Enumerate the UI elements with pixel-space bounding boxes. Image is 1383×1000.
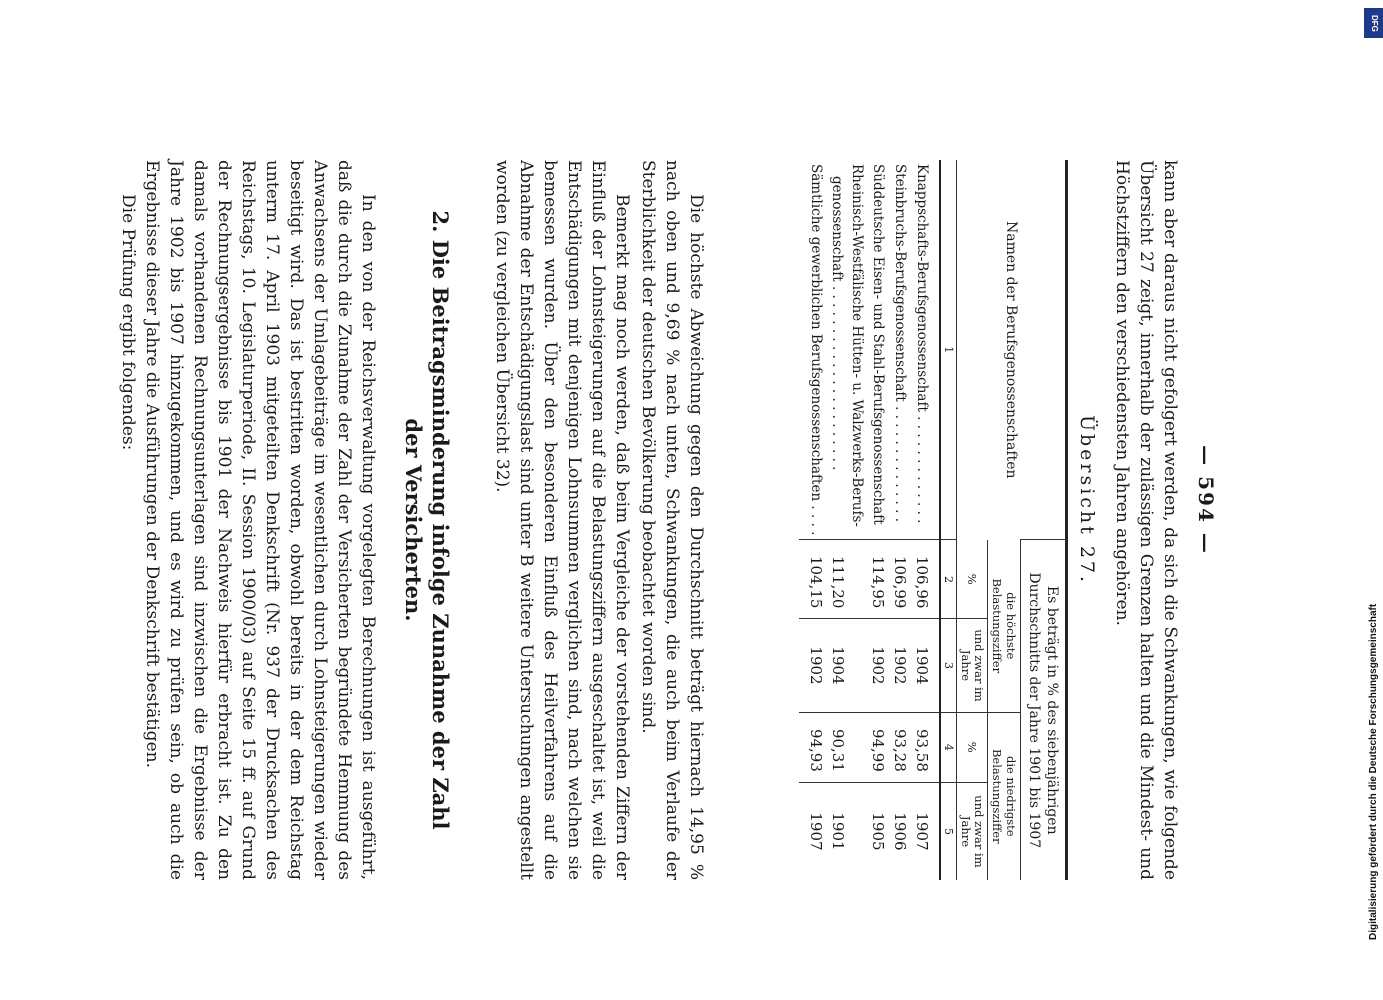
lowest-value: 93,58 [911, 712, 940, 782]
highest-value: 104,15 [799, 540, 827, 619]
paragraph-calculation: In den von der Reichsverwaltung vorgelegten Berechnungen ist ausgeführt, daß die durch die Zunahme der Zahl der Versicherten begründete Hemmung des Anwachsens der Umlagebeiträge im wesentlichen durch Lohnsteigerungen wieder beseitigt wird. Das ist bestritten worden, obwohl bereits in der dem Reichstag unterm 17. April 1903 mitgeteilten Denkschrift (Nr. 937 der Drucksachen des Reichstags, 10. Legislaturperiode, II. Session 1900/03) auf Seite 15 ff. auf Grund der Rechnungsergebnisse bis 1901 der Nachweis hierfür erbracht ist. Zu den damals vorhandenen Rechnungsunterlagen sind inzwischen die Ergebnisse der Jahre 1902 bis 1907 hinzugekommen, und es wird zu prüfen sein, ob auch die Ergebnisse dieser Jahre die Ausführungen der Denkschrift bestätigen. [142, 160, 378, 880]
row-name: Steinbruchs-Berufsgenossenschaft . . . . . . . . . . . . . . [892, 164, 908, 522]
dfg-logo: DFG [1364, 8, 1383, 38]
table-row [889, 160, 911, 880]
year-header: und zwar im Jahre [957, 619, 988, 712]
table-row [799, 160, 827, 880]
row-name: Süddeutsche Eisen- und Stahl-Berufsgenossenschaft [870, 164, 886, 525]
paragraph-remark: Bemerkt mag noch werden, daß beim Vergleiche der vorstehenden Ziffern der Einfluß der Lohnsteigerungen auf die Belastungsziffern ausgeschaltet ist, weil die Entschädigungen mit denjenigen Lohnsummen verglichen sind, nach welchen sie bemessen wurden. Über den besonderen Einfluß des Heilverfahrens auf die Abnahme der Entschädigungslast sind unter B weitere Untersuchungen angestellt worden (zu vergleichen Übersicht 32). [492, 160, 632, 880]
row-name: Rheinisch-Westfälische Hütten- u. Walzwerks-Berufs- [849, 164, 865, 527]
column-number-row [940, 160, 957, 880]
lowest-year: 1905 [867, 782, 889, 880]
column-number: 5 [940, 782, 957, 880]
lowest-value: 94,99 [867, 712, 889, 782]
highest-value: 106,96 [911, 540, 940, 619]
highest-value: 111,20 [827, 540, 867, 619]
highest-year: 1902 [889, 619, 911, 712]
table-row [911, 160, 940, 880]
highest-year: 1902 [799, 619, 827, 712]
highest-header: die höchste Belastungsziffer [988, 540, 1021, 712]
table-row [867, 160, 889, 880]
column-number: 1 [940, 160, 957, 540]
column-number: 3 [940, 619, 957, 712]
lowest-year: 1906 [889, 782, 911, 880]
lowest-value: 94,93 [799, 712, 827, 782]
lowest-value: 93,28 [889, 712, 911, 782]
row-name: Sämtliche gewerblichen Berufsgenossenschaften . . . . [808, 164, 824, 536]
intro-text: kann aber daraus nicht gefolgert werden, da sich die Schwankungen, wie folgende Übersicht 27 zeigt, innerhalb der zulässigen Grenzen halten und die Mindest- und Höchstziffern den verschiedensten Jahren angehören. [1112, 160, 1180, 880]
name-header: Namen der Berufsgenossenschaften [957, 160, 1067, 540]
highest-value: 114,95 [867, 540, 889, 619]
row-name: Knappschafts-Berufsgenossenschaft . . . . . . . . . . . . . [914, 164, 930, 524]
credit-text: Digitalisierung gefördert durch die Deutsche Forschungsgemeinschaft [1368, 603, 1379, 940]
section-body [116, 160, 380, 880]
table-title: Übersicht 27. [1076, 414, 1098, 586]
year-header: und zwar im Jahre [957, 782, 988, 880]
percent-header: % [965, 573, 980, 585]
paragraph-deviation: Die höchste Abweichung gegen den Durchschnitt beträgt hiernach 14,95 % nach oben und 9,69 % nach unten, Schwankungen, die auch beim Verlaufe der Sterblichkeit der deutschen Bevölkerung beobachtet worden sind. [638, 160, 706, 880]
paragraph-result: Die Prüfung ergibt folgendes: [118, 194, 138, 451]
body-text [490, 160, 708, 880]
digitization-credit [1360, 60, 1383, 940]
highest-year: 1904 [911, 619, 940, 712]
section-heading: 2. Die Beitragsminderung infolge Zunahme der Zahl der Versicherten. [401, 210, 453, 830]
lowest-year: 1907 [911, 782, 940, 880]
column-number: 4 [940, 712, 957, 782]
table-container [799, 160, 1068, 880]
lowest-year: 1907 [799, 782, 827, 880]
percent-header: % [957, 712, 988, 782]
lowest-year: 1901 [827, 782, 867, 880]
intro-paragraph [1110, 160, 1182, 880]
group-header: Es beträgt in % des siebenjährigen Durchschnitts der Jahre 1901 bis 1907 [1021, 540, 1067, 880]
highest-year: 1902 [867, 619, 889, 712]
highest-value: 106,99 [889, 540, 911, 619]
lowest-value: 90,31 [827, 712, 867, 782]
overview-table [799, 160, 1068, 880]
table-row [847, 160, 867, 880]
row-name-continuation: genossenschaft . . . . . . . . . . . . . . . . . . . . . . [829, 176, 845, 471]
column-number: 2 [940, 540, 957, 619]
table-header-row [1021, 160, 1067, 880]
page-number: — 594 — [1194, 445, 1218, 555]
lowest-header: die niedrigste Belastungsziffer [988, 712, 1021, 880]
highest-year: 1904 [827, 619, 867, 712]
